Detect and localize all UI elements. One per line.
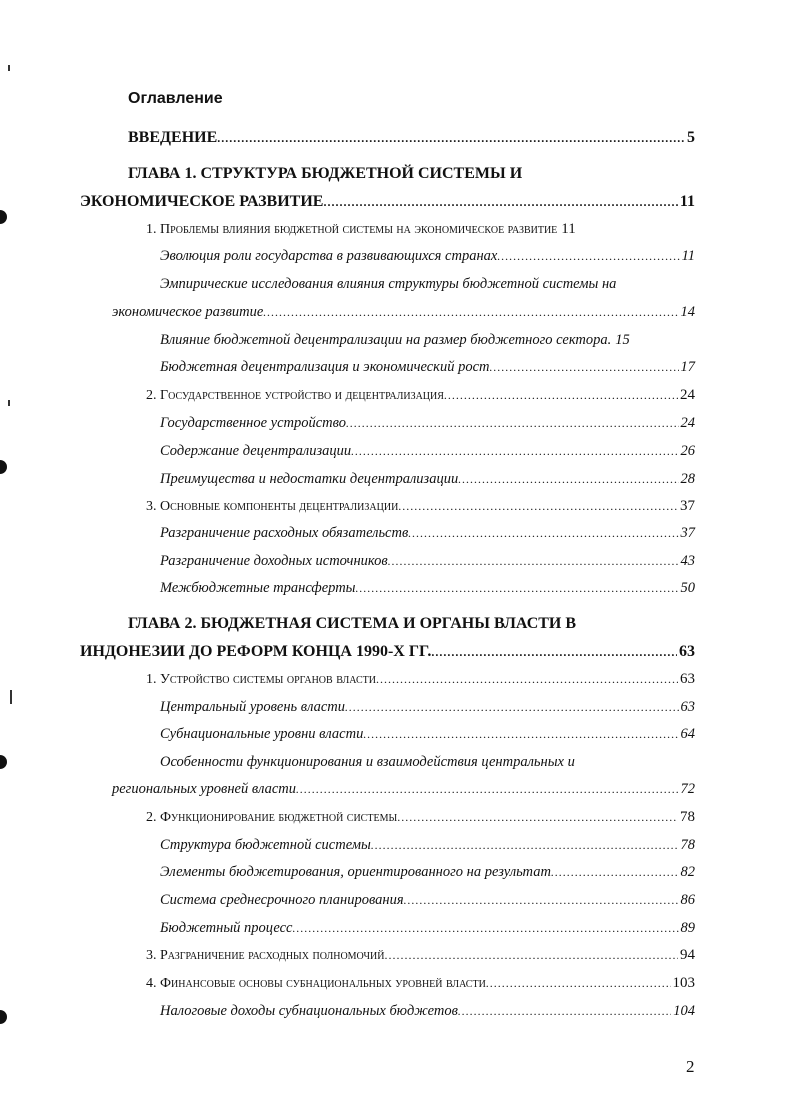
entry-page: 82 bbox=[680, 864, 695, 880]
toc-subsection[interactable] bbox=[160, 861, 695, 883]
entry-page: 24 bbox=[680, 387, 695, 403]
dot-leader bbox=[497, 245, 679, 267]
entry-page: 37 bbox=[680, 498, 695, 514]
entry-page: 17 bbox=[680, 359, 695, 375]
entry-page: 28 bbox=[680, 471, 695, 487]
entry-page: 5 bbox=[687, 129, 695, 146]
dot-leader bbox=[398, 495, 678, 517]
entry-page: 64 bbox=[680, 726, 695, 742]
toc-entry-chapter1[interactable] bbox=[80, 191, 695, 213]
entry-page: 63 bbox=[680, 699, 695, 715]
toc-subsection[interactable] bbox=[160, 917, 695, 939]
entry-page: 37 bbox=[680, 525, 695, 541]
binding-hole-mark bbox=[0, 210, 7, 224]
entry-text: Межбюджетные трансферты bbox=[160, 580, 356, 596]
entry-text: 3. Основные компоненты децентрализации bbox=[146, 499, 399, 514]
toc-subsection[interactable] bbox=[160, 696, 695, 718]
toc-subsection[interactable] bbox=[160, 245, 695, 267]
dot-leader bbox=[351, 440, 678, 462]
entry-text: Центральный уровень власти bbox=[160, 699, 345, 715]
dot-leader bbox=[397, 806, 678, 828]
entry-text: Разграничение доходных источников bbox=[160, 553, 388, 569]
dot-leader bbox=[346, 412, 678, 434]
entry-page: 43 bbox=[680, 553, 695, 569]
entry-text: 2. Государственное устройство и децентрализация bbox=[146, 388, 444, 403]
entry-text: Содержание децентрализации bbox=[160, 443, 352, 459]
entry-page: 15 bbox=[615, 332, 630, 348]
toc-section[interactable] bbox=[146, 944, 695, 966]
dot-leader bbox=[551, 861, 679, 883]
toc-section[interactable] bbox=[146, 495, 695, 517]
chapter1-heading-line1[interactable]: ГЛАВА 1. СТРУКТУРА БЮДЖЕТНОЙ СИСТЕМЫ И bbox=[128, 165, 523, 182]
entry-page: 72 bbox=[680, 781, 695, 797]
toc-section[interactable] bbox=[146, 972, 695, 994]
toc-subsection[interactable] bbox=[160, 1000, 695, 1022]
entry-page: 26 bbox=[680, 443, 695, 459]
entry-text: 3. Разграничение расходных полномочий bbox=[146, 948, 385, 963]
toc-subsection[interactable] bbox=[160, 356, 695, 378]
toc-subsection[interactable] bbox=[160, 329, 695, 351]
toc-subsection[interactable] bbox=[112, 778, 695, 800]
toc-subsection[interactable] bbox=[160, 723, 695, 745]
entry-page: 103 bbox=[672, 975, 695, 991]
dot-leader bbox=[263, 301, 678, 323]
entry-text: Государственное устройство bbox=[160, 415, 347, 431]
dot-leader bbox=[345, 696, 679, 718]
entry-text: Субнациональные уровни власти bbox=[160, 726, 364, 742]
dot-leader bbox=[388, 550, 679, 572]
toc-subsection[interactable] bbox=[160, 440, 695, 462]
dot-leader bbox=[323, 191, 677, 213]
entry-text: ИНДОНЕЗИИ ДО РЕФОРМ КОНЦА 1990-Х ГГ. bbox=[80, 643, 432, 660]
chapter2-heading-line1[interactable]: ГЛАВА 2. БЮДЖЕТНАЯ СИСТЕМА И ОРГАНЫ ВЛАСТИ В bbox=[128, 615, 577, 632]
entry-text: Преимущества и недостатки децентрализации bbox=[160, 471, 459, 487]
entry-page: 86 bbox=[680, 892, 695, 908]
page-number: 2 bbox=[686, 1057, 695, 1076]
entry-text: 2. Функционирование бюджетной системы bbox=[146, 810, 398, 825]
dot-leader bbox=[490, 356, 679, 378]
entry-text: 4. Финансовые основы субнациональных уровней власти bbox=[146, 976, 486, 991]
entry-page: 63 bbox=[679, 643, 695, 660]
dot-leader bbox=[404, 889, 679, 911]
dot-leader bbox=[296, 778, 678, 800]
dot-leader bbox=[458, 468, 678, 490]
entry-page: 89 bbox=[680, 920, 695, 936]
entry-page: 11 bbox=[679, 193, 695, 210]
entry-page: 11 bbox=[561, 221, 576, 237]
binding-hole-mark bbox=[0, 460, 7, 474]
dot-leader bbox=[444, 384, 678, 406]
toc-subsection[interactable] bbox=[160, 834, 695, 856]
dot-leader bbox=[458, 1000, 671, 1022]
toc-section[interactable] bbox=[146, 384, 695, 406]
entry-page: 11 bbox=[681, 248, 695, 264]
toc-subsection-line1[interactable]: Особенности функционирования и взаимодействия центральных и bbox=[160, 754, 575, 770]
binding-hole-mark bbox=[0, 755, 7, 769]
dot-leader bbox=[408, 522, 678, 544]
toc-entry-chapter2[interactable] bbox=[80, 641, 695, 663]
entry-page: 63 bbox=[680, 671, 695, 687]
entry-text: Элементы бюджетирования, ориентированного на результат bbox=[160, 864, 551, 880]
entry-text: ЭКОНОМИЧЕСКОЕ РАЗВИТИЕ bbox=[80, 193, 324, 210]
dot-leader bbox=[363, 723, 678, 745]
toc-title: Оглавление bbox=[128, 90, 223, 107]
scan-speck bbox=[8, 400, 10, 406]
entry-text: экономическое развитие bbox=[112, 304, 264, 320]
entry-text: Бюджетный процесс bbox=[160, 920, 293, 936]
toc-subsection[interactable] bbox=[160, 468, 695, 490]
entry-text: региональных уровней власти bbox=[112, 781, 297, 797]
dot-leader bbox=[371, 834, 679, 856]
entry-page: 14 bbox=[680, 304, 695, 320]
entry-text: Влияние бюджетной децентрализации на размер бюджетного сектора. bbox=[160, 332, 612, 348]
scan-speck bbox=[10, 690, 12, 704]
dot-leader bbox=[356, 577, 679, 599]
binding-hole-mark bbox=[0, 1010, 7, 1024]
entry-text: Эволюция роли государства в развивающихся странах bbox=[160, 248, 498, 264]
entry-text: Разграничение расходных обязательств bbox=[160, 525, 409, 541]
dot-leader bbox=[217, 127, 685, 149]
dot-leader bbox=[384, 944, 678, 966]
toc-subsection-line1[interactable]: Эмпирические исследования влияния структуры бюджетной системы на bbox=[160, 276, 617, 292]
entry-text: Бюджетная децентрализация и экономический рост bbox=[160, 359, 490, 375]
dot-leader bbox=[293, 917, 679, 939]
toc-subsection[interactable] bbox=[160, 550, 695, 572]
entry-text: 1. Устройство системы органов власти bbox=[146, 672, 376, 687]
entry-text: 1. Проблемы влияния бюджетной системы на экономическое развитие bbox=[146, 222, 558, 237]
entry-page: 78 bbox=[680, 809, 695, 825]
scan-speck bbox=[8, 65, 10, 71]
entry-text: Система среднесрочного планирования bbox=[160, 892, 404, 908]
entry-text: ВВЕДЕНИЕ bbox=[128, 129, 218, 146]
dot-leader bbox=[431, 641, 677, 663]
toc-section[interactable] bbox=[146, 668, 695, 690]
toc-subsection[interactable] bbox=[160, 412, 695, 434]
entry-page: 94 bbox=[680, 947, 695, 963]
entry-text: Структура бюджетной системы bbox=[160, 837, 371, 853]
toc-subsection[interactable] bbox=[160, 889, 695, 911]
toc-subsection[interactable] bbox=[160, 577, 695, 599]
entry-page: 24 bbox=[680, 415, 695, 431]
entry-text: Налоговые доходы субнациональных бюджетов bbox=[160, 1003, 458, 1019]
entry-page: 78 bbox=[680, 837, 695, 853]
entry-page: 50 bbox=[680, 580, 695, 596]
entry-page: 104 bbox=[673, 1003, 695, 1019]
dot-leader bbox=[376, 668, 678, 690]
dot-leader bbox=[486, 972, 671, 994]
toc-subsection[interactable] bbox=[160, 522, 695, 544]
toc-subsection[interactable] bbox=[112, 301, 695, 323]
toc-section[interactable] bbox=[146, 806, 695, 828]
toc-section[interactable] bbox=[146, 218, 695, 240]
toc-entry-intro[interactable] bbox=[128, 127, 695, 149]
